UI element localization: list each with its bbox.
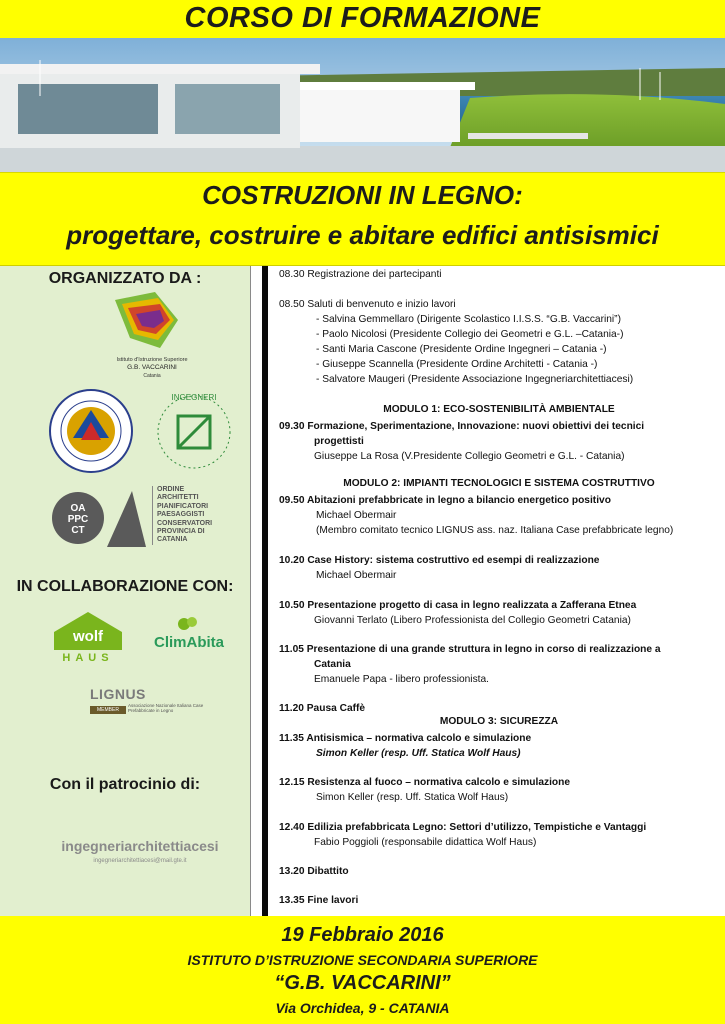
school-logo xyxy=(100,290,190,352)
program-item: 09.30 Formazione, Sperimentazione, Innovazione: nuovi obiettivi dei tecnici xyxy=(279,421,645,432)
geometri-seal-icon xyxy=(48,388,134,474)
greeting-speaker: - Santi Maria Cascone (Presidente Ordine Ingegneri – Catania -) xyxy=(316,344,607,355)
subtitle-line1: COSTRUZIONI IN LEGNO: xyxy=(202,180,523,210)
school-logo-text3: Catania xyxy=(143,373,161,379)
program-speaker-note: (Membro comitato tecnico LIGNUS ass. naz. Italiana Case prefabbricate legno) xyxy=(316,525,674,536)
program-item: 09.50 Abitazioni prefabbricate in legno a bilancio energetico positivo xyxy=(279,495,611,506)
program-item-cont: Catania xyxy=(314,659,351,670)
wolf-wordmark: wolf xyxy=(73,628,103,645)
module-heading: MODULO 3: SICUREZZA xyxy=(439,716,559,727)
villa-sea-image xyxy=(0,38,725,172)
order-line: PIANIFICATORI xyxy=(157,502,209,510)
ingegneri-seal-logo xyxy=(148,390,240,474)
order-line: PROVINCIA DI xyxy=(157,528,205,536)
institute-name: ISTITUTO D’ISTRUZIONE SECONDARIA SUPERIORE xyxy=(187,952,538,968)
program-item: 12.40 Edilizia prefabbricata Legno: Settori d’utilizzo, Tempistiche e Vantaggi xyxy=(279,822,647,833)
school-logo-text2: G.B. VACCARINI xyxy=(127,364,177,371)
program-item: 10.20 Case History: sistema costruttivo ed esempi di realizzazione xyxy=(279,555,600,566)
program-item: 08.30 Registrazione dei partecipanti xyxy=(279,269,442,280)
order-line: CATANIA xyxy=(157,536,188,544)
lignus-wordmark: LIGNUS xyxy=(90,686,146,702)
school-logo-mark xyxy=(100,290,190,352)
climabita-leaf-icon xyxy=(144,612,234,636)
program-item: 10.50 Presentazione progetto di casa in legno realizzata a Zafferana Etnea xyxy=(279,600,637,611)
greeting-speaker: - Paolo Nicolosi (Presidente Collegio dei Geometri e G.L. –Catania-) xyxy=(316,329,624,340)
program-item: 11.05 Presentazione di una grande struttura in legno in corso di realizzazione a xyxy=(279,644,661,655)
organized-by-heading: ORGANIZZATO DA : xyxy=(48,270,202,287)
school-logo-text1: Istituto d'Istruzione Superiore xyxy=(116,357,188,363)
greeting-speaker: - Salvatore Maugeri (Presidente Associazione Ingegneriarchitettiacesi) xyxy=(316,374,634,385)
climabita-logo xyxy=(144,612,234,662)
svg-text:PPC: PPC xyxy=(67,514,89,525)
program-speaker: Emanuele Papa - libero professionista. xyxy=(314,674,489,685)
program-speaker: Fabio Poggioli (responsabile didattica Wolf Haus) xyxy=(314,837,537,848)
greeting-speaker: - Salvina Gemmellaro (Dirigente Scolastico I.I.S.S. “G.B. Vaccarini”) xyxy=(316,314,621,325)
lignus-subtitle: Associazione Nazionale Italiana Case Prefabbricate in Legno xyxy=(128,703,204,713)
architects-order-text xyxy=(152,486,247,545)
module-heading: MODULO 2: IMPIANTI TECNOLOGICI E SISTEMA COSTRUTTIVO xyxy=(343,478,655,489)
haus-wordmark: HAUS xyxy=(62,652,114,664)
svg-text:INGEGNERI: INGEGNERI xyxy=(171,393,217,402)
ingegneri-seal-icon xyxy=(148,390,240,474)
order-line: ARCHITETTI xyxy=(157,494,199,502)
collaboration-heading: IN COLLABORAZIONE CON: xyxy=(16,578,234,595)
program-item: 13.35 Fine lavori xyxy=(279,895,359,906)
order-line: PAESAGGISTI xyxy=(157,511,205,519)
program-item: 13.20 Dibattito xyxy=(279,866,349,877)
module-heading: MODULO 1: ECO-SOSTENIBILITÀ AMBIENTALE xyxy=(383,404,615,415)
program-speaker: Simon Keller (resp. Uff. Statica Wolf Haus) xyxy=(316,748,521,759)
event-date: 19 Febbraio 2016 xyxy=(281,924,444,946)
oappc-mark xyxy=(52,487,146,549)
event-address: Via Orchidea, 9 - CATANIA xyxy=(275,1000,450,1016)
program-speaker: Michael Obermair xyxy=(316,570,397,581)
patronage-heading: Con il patrocinio di: xyxy=(49,776,201,793)
program-speaker: Giuseppe La Rosa (V.Presidente Collegio Geometri e G.L. - Catania) xyxy=(314,451,625,462)
program-item: 08.50 Saluti di benvenuto e inizio lavori xyxy=(279,299,456,310)
ingegneriarchitettiacesi-email: ingegneriarchitettiacesi@mail.gte.it xyxy=(93,858,187,864)
program-speaker: Simon Keller (resp. Uff. Statica Wolf Haus) xyxy=(316,792,509,803)
lignus-member-badge: MEMBER xyxy=(90,706,126,714)
order-line: ORDINE xyxy=(157,486,185,493)
climabita-wordmark: ClimAbita xyxy=(153,634,224,651)
program-item: 12.15 Resistenza al fuoco – normativa calcolo e simulazione xyxy=(279,777,571,788)
program-speaker: Giovanni Terlato (Libero Professionista del Collegio Geometri Catania) xyxy=(314,615,631,626)
school-name: “G.B. VACCARINI” xyxy=(274,972,451,994)
program-item-cont: progettisti xyxy=(314,436,364,447)
greeting-speaker: - Giuseppe Scannella (Presidente Ordine Architetti - Catania -) xyxy=(316,359,598,370)
svg-text:CT: CT xyxy=(71,525,85,536)
svg-text:OA: OA xyxy=(70,503,86,514)
order-line: CONSERVATORI xyxy=(157,519,213,527)
program-item: 11.20 Pausa Caffè xyxy=(279,703,366,714)
oappc-logo xyxy=(52,487,146,549)
course-title: CORSO DI FORMAZIONE xyxy=(184,2,541,34)
program-speaker: Michael Obermair xyxy=(316,510,397,521)
program-item: 11.35 Antisismica – normativa calcolo e simulazione xyxy=(279,733,532,744)
ingegneriarchitettiacesi-logo: ingegneriarchitettiacesi xyxy=(61,838,219,854)
hero-photo xyxy=(0,38,725,172)
subtitle-line2: progettare, costruire e abitare edifici antisismici xyxy=(66,220,659,250)
geometri-seal-logo xyxy=(48,388,134,474)
wolf-haus-logo xyxy=(52,610,124,666)
